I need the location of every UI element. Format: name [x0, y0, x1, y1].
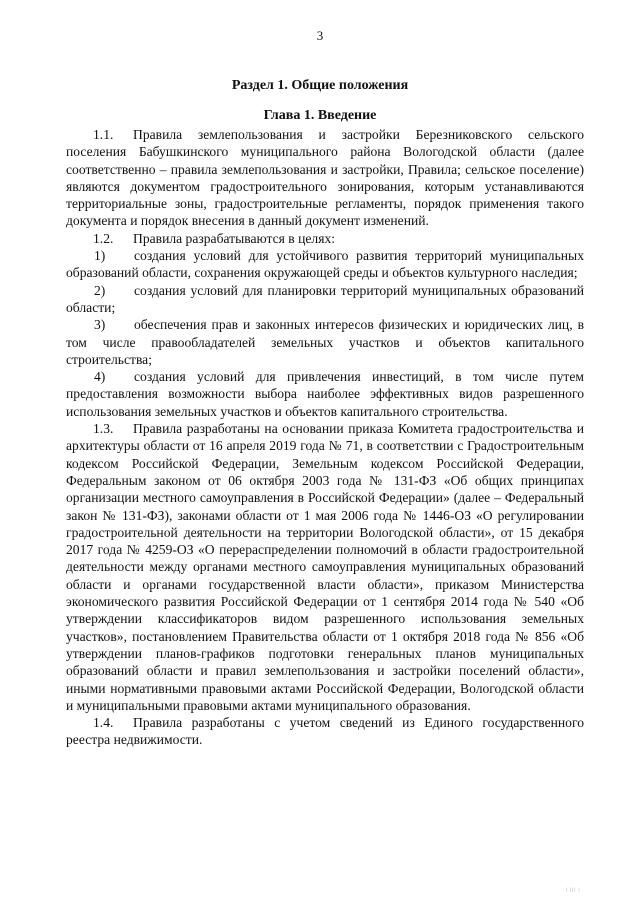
- list-item-text: создания условий для устойчивого развития территорий муниципальных образований области, сохранения окружающей среды и объектов культурного наследия;: [66, 248, 584, 281]
- paragraph-text: Правила разрабатываются в целях:: [133, 230, 336, 246]
- list-item-number: 1): [94, 248, 106, 264]
- list-item-3: [66, 316, 584, 368]
- scan-mark: | ||| |: [566, 888, 581, 893]
- page-number: 3: [316, 28, 324, 43]
- list-item-number: 3): [94, 317, 106, 333]
- document-body: [66, 126, 584, 749]
- paragraph-number: 1.3.: [93, 421, 114, 437]
- list-item-text: создания условий для планировки территорий муниципальных образований области;: [66, 282, 584, 315]
- list-item-number: 2): [94, 282, 106, 298]
- paragraph-text: Правила разработаны с учетом сведений из Единого государственного реестра недвижимости.: [66, 715, 584, 748]
- paragraph-text: Правила землепользования и застройки Березниковского сельского поселения Бабушкинского муниципального района Вологодской области (далее соответственно – правила землепользования и застройки, Правила; сельское поселение) являются документом градостроительного зонирования, которым устанавливаются территориальные зоны, градостроительные регламенты, порядок применения такого документа и порядок внесения в данный документ изменений.: [66, 127, 584, 229]
- paragraph-number: 1.2.: [93, 230, 114, 246]
- paragraph-1-2: [66, 230, 584, 247]
- paragraph-1-4: [66, 714, 584, 749]
- paragraph-1-1: [66, 126, 584, 230]
- list-item-number: 4): [94, 369, 106, 385]
- list-item-2: [66, 282, 584, 317]
- paragraph-text: Правила разработаны на основании приказа Комитета градостроительства и архитектуры области от 16 апреля 2019 года № 71, в соответствии с Градостроительным кодексом Российской Федерации, Земельным кодексом Российской Федерации, Федеральным законом от 06 октября 2003 года № 131-ФЗ «Об общих принципах организации местного самоуправления в Российской Федерации» (далее – Федеральный закон № 131-ФЗ), законами области от 1 мая 2006 года № 1446-ОЗ «О регулировании градостроительной деятельности на территории Вологодской области», от 15 декабря 2017 года № 4259-ОЗ «О перераспределении полномочий в области градостроительной деятельности между органами местного самоуправления муниципальных образований области и органами государственной власти области», приказом Министерства экономического развития Российской Федерации от 1 сентября 2014 года № 540 «Об утверждении классификаторов видом разрешенного использования земельных участков», постановлением Правительства области от 1 октября 2018 года № 856 «Об утверждении планов-графиков подготовки генеральных планов муниципальных образований области и правил землепользования и застройки поселений области», иными нормативными правовыми актами Российской Федерации, Вологодской области и муниципальными правовыми актами муниципального образования.: [66, 421, 584, 713]
- list-item-text: обеспечения прав и законных интересов физических и юридических лиц, в том числе правообладателей земельных участков и объектов капитального строительства;: [66, 317, 584, 367]
- section-title: Раздел 1. Общие положения: [231, 78, 409, 93]
- chapter-title: Глава 1. Введение: [263, 108, 377, 123]
- list-item-1: [66, 247, 584, 282]
- paragraph-number: 1.1.: [93, 127, 114, 142]
- paragraph-1-3: [66, 420, 584, 714]
- list-item-text: создания условий для привлечения инвестиций, в том числе путем предоставления возможности выбора наиболее эффективных видов разрешенного использования земельных участков и объектов капитального строительства.: [66, 369, 584, 419]
- paragraph-number: 1.4.: [93, 715, 114, 731]
- list-item-4: [66, 368, 584, 420]
